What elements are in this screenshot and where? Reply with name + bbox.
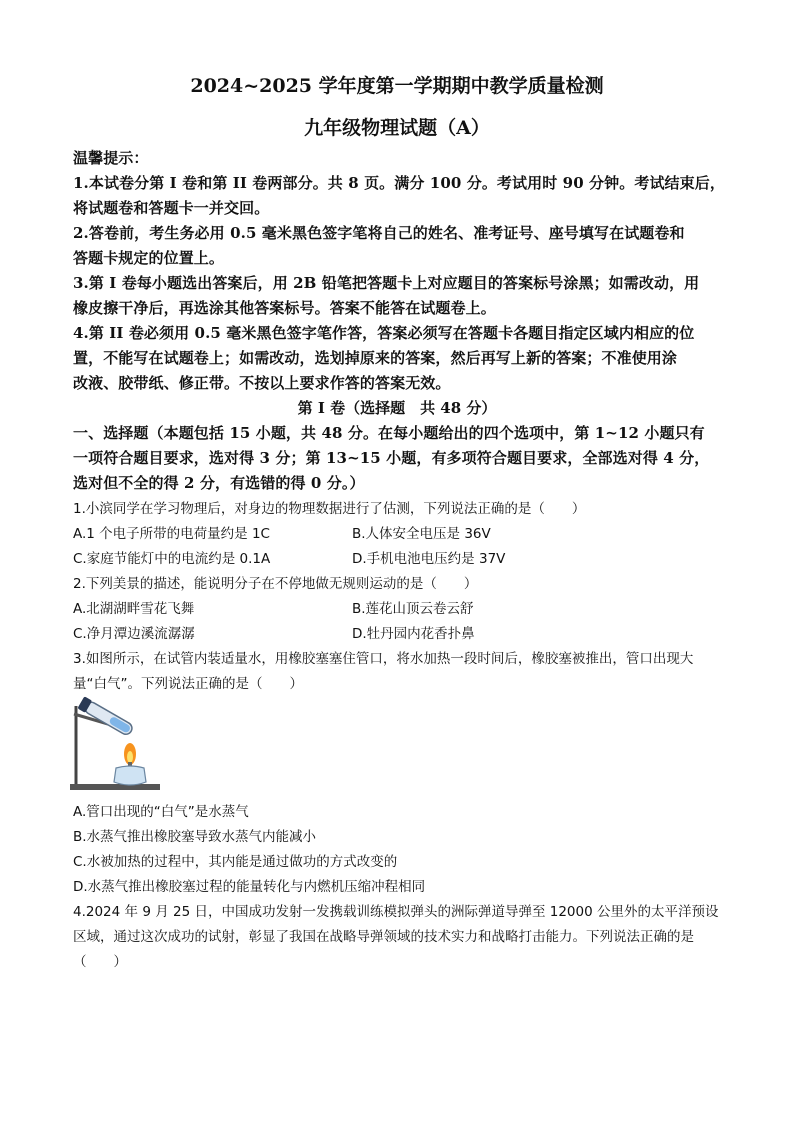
question-4-stem-line: 4.2024 年 9 月 25 日，中国成功发射一发携载训练模拟弹头的洲际弹道导弹至 12000 公里外的太平洋预设	[73, 904, 719, 920]
section-instructions-line: 一、选择题（本题包括 15 小题，共 48 分。在每小题给出的四个选项中，第 1~12 小题只有	[73, 424, 705, 442]
notice-line: 橡皮擦干净后，再选涂其他答案标号。答案不能答在试题卷上。	[73, 299, 496, 317]
section-instructions-line: 选对但不全的得 2 分，有选错的得 0 分。）	[73, 474, 365, 492]
question-3-stem-line: 3.如图所示，在试管内装适量水，用橡胶塞塞住管口，将水加热一段时间后，橡胶塞被推出，管口出现大	[73, 651, 694, 667]
stand-base	[70, 784, 160, 790]
question-2-option-a: A.北湖湖畔雪花飞舞	[73, 601, 195, 617]
exam-subtitle: 九年级物理试题（A）	[304, 117, 490, 139]
notice-line: 将试题卷和答题卡一并交回。	[73, 199, 270, 217]
test-tube-heating-figure	[68, 696, 168, 794]
notice-line: 答题卡规定的位置上。	[73, 249, 225, 267]
question-4-stem-line: 区域，通过这次成功的试射，彰显了我国在战略导弹领域的技术实力和战略打击能力。下列说法正确的是	[73, 929, 694, 945]
alcohol-burner	[114, 766, 146, 785]
question-1-option-d: D.手机电池电压约是 37V	[352, 551, 506, 567]
notice-line: 置，不能写在试题卷上；如需改动，选划掉原来的答案，然后再写上新的答案；不准使用涂	[73, 349, 678, 367]
question-2-option-d: D.牡丹园内花香扑鼻	[352, 626, 475, 642]
section-heading: 第 I 卷（选择题 共 48 分）	[297, 399, 497, 417]
question-3-option-c: C.水被加热的过程中，其内能是通过做功的方式改变的	[73, 854, 398, 870]
question-2-stem: 2.下列美景的描述，能说明分子在不停地做无规则运动的是（ ）	[73, 576, 478, 592]
question-1-option-a: A.1 个电子所带的电荷量约是 1C	[73, 526, 270, 542]
notice-line: 改液、胶带纸、修正带。不按以上要求作答的答案无效。	[73, 374, 451, 392]
question-4-stem-line: （ ）	[73, 954, 127, 970]
question-2-option-b: B.莲花山顶云卷云舒	[352, 601, 474, 617]
notice-line: 2.答卷前，考生务必用 0.5 毫米黑色签字笔将自己的姓名、准考证号、座号填写在试题卷和	[73, 224, 685, 242]
question-3-stem-line: 量“白气”。下列说法正确的是（ ）	[73, 676, 303, 692]
question-2-option-c: C.净月潭边溪流潺潺	[73, 626, 195, 642]
question-3-option-a: A.管口出现的“白气”是水蒸气	[73, 804, 249, 820]
notice-line: 4.第 II 卷必须用 0.5 毫米黑色签字笔作答，答案必须写在答题卡各题目指定区域内相应的位	[73, 324, 695, 342]
notice-line: 1.本试卷分第 I 卷和第 II 卷两部分。共 8 页。满分 100 分。考试用时 90 分钟。考试结束后，	[73, 174, 725, 192]
question-3-option-d: D.水蒸气推出橡胶塞过程的能量转化与内燃机压缩冲程相同	[73, 879, 426, 895]
question-1-option-b: B.人体安全电压是 36V	[352, 526, 491, 542]
question-3-option-b: B.水蒸气推出橡胶塞导致水蒸气内能减小	[73, 829, 317, 845]
question-1-stem: 1.小滨同学在学习物理后，对身边的物理数据进行了估测，下列说法正确的是（ ）	[73, 501, 586, 517]
notice-line: 3.第 I 卷每小题选出答案后，用 2B 铅笔把答题卡上对应题目的答案标号涂黑；如需改动，用	[73, 274, 700, 292]
question-1-option-c: C.家庭节能灯中的电流约是 0.1A	[73, 551, 271, 567]
notice-heading: 温馨提示：	[73, 149, 149, 167]
section-instructions-line: 一项符合题目要求，选对得 3 分；第 13~15 小题，有多项符合题目要求，全部选对得 4 分，	[73, 449, 710, 467]
exam-title: 2024~2025 学年度第一学期期中教学质量检测	[190, 75, 604, 97]
